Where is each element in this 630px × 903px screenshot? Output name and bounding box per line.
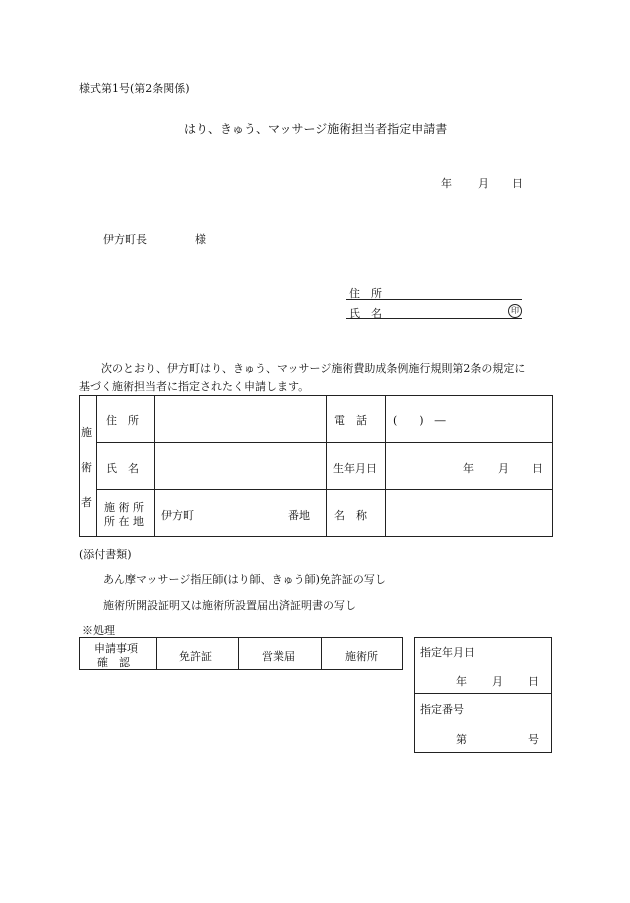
body-text-line-1: 次のとおり、伊方町はり、きゅう、マッサージ施術費助成条例施行規則第2条の規定に: [101, 362, 526, 375]
side-label-char-3: 者: [81, 496, 92, 509]
check-label-1: 申請事項: [94, 642, 138, 655]
side-label-char-1: 施: [81, 426, 92, 439]
designation-number-label: 指定番号: [420, 703, 464, 716]
row-banchi: 番地: [288, 509, 310, 522]
row-birth-year: 年: [463, 462, 474, 475]
row-name-label: 氏 名: [106, 462, 139, 475]
date-year-label: 年: [441, 177, 452, 190]
applicant-name-line: [346, 318, 522, 319]
row-phone-label: 電 話: [334, 414, 367, 427]
designation-year: 年: [456, 675, 467, 688]
addressee-name: 伊方町長: [103, 233, 147, 246]
column-business-report: 営業届: [262, 650, 295, 663]
row-address-label: 住 所: [106, 414, 139, 427]
document-title: はり、きゅう、マッサージ施術担当者指定申請書: [184, 122, 448, 136]
row-clinic-label-2: 所 在 地: [104, 515, 144, 528]
form-number: 様式第1号(第2条関係): [79, 82, 190, 95]
processing-heading: ※処理: [82, 624, 115, 637]
applicant-name-label: 氏 名: [349, 307, 382, 320]
addressee-honorific: 様: [195, 233, 206, 246]
row-birth-day: 日: [532, 462, 543, 475]
row-birth-month: 月: [498, 462, 509, 475]
attachment-item-1: あん摩マッサージ指圧師(はり師、きゅう師)免許証の写し: [103, 573, 386, 586]
designation-date-label: 指定年月日: [420, 646, 475, 659]
applicant-address-line: [346, 299, 522, 300]
row-phone-value: ( ) ―: [393, 414, 446, 427]
column-license: 免許証: [179, 650, 212, 663]
designation-number-dai: 第: [456, 733, 467, 746]
date-day-label: 日: [512, 177, 523, 190]
applicant-address-label: 住 所: [349, 287, 382, 300]
seal-mark: 印: [508, 304, 522, 318]
attachments-heading: (添付書類): [79, 548, 132, 561]
designation-month: 月: [492, 675, 503, 688]
attachment-item-2: 施術所開設証明又は施術所設置届出済証明書の写し: [103, 599, 356, 612]
designation-number-gou: 号: [528, 733, 539, 746]
row-meishou-label: 名 称: [334, 509, 367, 522]
side-label-char-2: 術: [81, 461, 92, 474]
check-label-2: 確 認: [97, 656, 130, 669]
column-clinic: 施術所: [345, 650, 378, 663]
row-town: 伊方町: [161, 509, 194, 522]
designation-day: 日: [528, 675, 539, 688]
row-birthdate-label: 生年月日: [333, 462, 377, 475]
row-clinic-label-1: 施 術 所: [104, 501, 144, 514]
date-month-label: 月: [478, 177, 489, 190]
body-text-line-2: 基づく施術担当者に指定されたく申請します。: [79, 380, 310, 393]
